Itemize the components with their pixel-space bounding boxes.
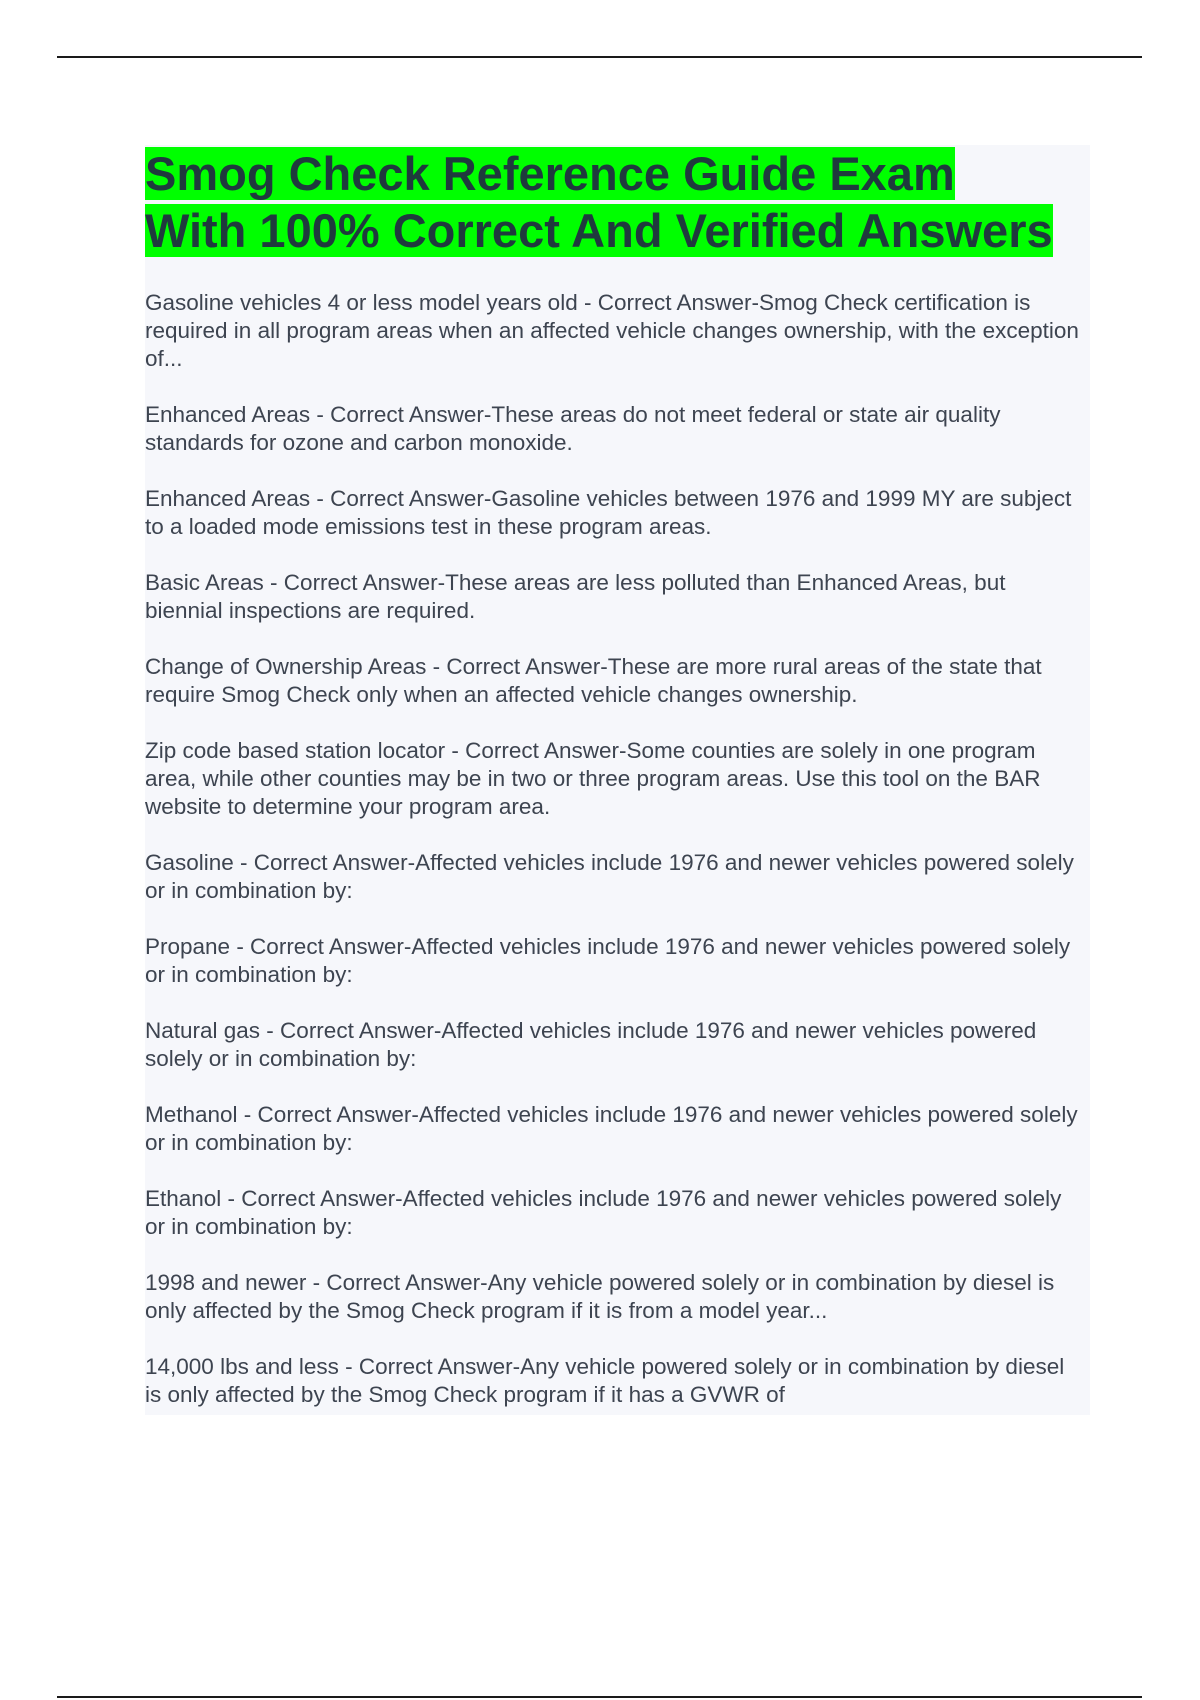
qa-item: Natural gas - Correct Answer-Affected vehicles include 1976 and newer vehicles powered solely or in combination by: (145, 1018, 1037, 1071)
qa-item: Ethanol - Correct Answer-Affected vehicles include 1976 and newer vehicles powered solely or in combination by: (145, 1186, 1062, 1239)
qa-item: 14,000 lbs and less - Correct Answer-Any vehicle powered solely or in combination by diesel is only affected by the Smog Check program if it has a GVWR of (145, 1354, 1065, 1407)
qa-item: Gasoline vehicles 4 or less model years old - Correct Answer-Smog Check certification is required in all program areas when an affected vehicle changes ownership, with the exception of... (145, 290, 1079, 371)
qa-item: Basic Areas - Correct Answer-These areas are less polluted than Enhanced Areas, but biennial inspections are required. (145, 570, 1006, 623)
title-line-1: Smog Check Reference Guide Exam (145, 147, 955, 200)
qa-item: Gasoline - Correct Answer-Affected vehicles include 1976 and newer vehicles powered solely or in combination by: (145, 850, 1074, 903)
qa-list (145, 259, 1090, 1415)
top-rule (57, 56, 1142, 58)
title-line-2: With 100% Correct And Verified Answers (145, 204, 1053, 257)
qa-item: Enhanced Areas - Correct Answer-These areas do not meet federal or state air quality standards for ozone and carbon monoxide. (145, 402, 1001, 455)
qa-item: Propane - Correct Answer-Affected vehicles include 1976 and newer vehicles powered solely or in combination by: (145, 934, 1071, 987)
qa-item: Change of Ownership Areas - Correct Answer-These are more rural areas of the state that require Smog Check only when an affected vehicle changes ownership. (145, 654, 1042, 707)
bottom-rule (57, 1696, 1142, 1698)
qa-item: 1998 and newer - Correct Answer-Any vehicle powered solely or in combination by diesel is only affected by the Smog Check program if it is from a model year... (145, 1270, 1055, 1323)
qa-item: Zip code based station locator - Correct Answer-Some counties are solely in one program area, while other counties may be in two or three program areas. Use this tool on the BAR website to determine your program area. (145, 738, 1041, 819)
document-body (145, 145, 1090, 1415)
qa-item: Enhanced Areas - Correct Answer-Gasoline vehicles between 1976 and 1999 MY are subject to a loaded mode emissions test in these program areas. (145, 486, 1072, 539)
document-title (145, 145, 1090, 259)
qa-item: Methanol - Correct Answer-Affected vehicles include 1976 and newer vehicles powered solely or in combination by: (145, 1102, 1078, 1155)
